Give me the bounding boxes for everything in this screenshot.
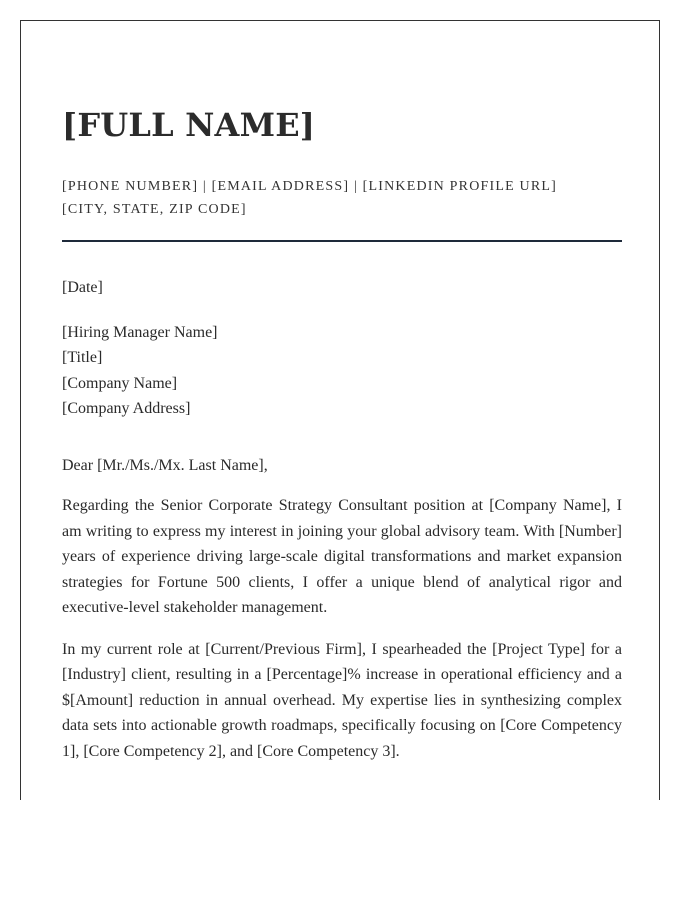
recipient-block	[62, 320, 622, 422]
body-paragraph-1: Regarding the Senior Corporate Strategy Consultant position at [Company Name], I am writing to express my interest in joining your global advisory team. With [Number] years of experience driving large-scale digital transformations and market expansion strategies for Fortune 500 clients, I offer a unique blend of analytical rigor and executive-level stakeholder management.	[62, 497, 622, 616]
contact-info	[62, 175, 622, 221]
salutation: Dear [Mr./Ms./Mx. Last Name],	[62, 456, 268, 474]
header-divider	[62, 240, 622, 242]
contact-line-1: [PHONE NUMBER] | [EMAIL ADDRESS] | [LINKEDIN PROFILE URL]	[62, 179, 558, 194]
body-paragraph-2: In my current role at [Current/Previous Firm], I spearheaded the [Project Type] for a [Industry] client, resulting in a [Percentage]% increase in operational efficiency and a $[Amount] reduction in annual overhead. My expertise lies in synthesizing complex data sets into actionable growth roadmaps, specifically focusing on [Core Competency 1], [Core Competency 2], and [Core Competency 3].	[62, 640, 622, 760]
letter-page	[20, 20, 660, 800]
letter-date: [Date]	[62, 279, 103, 296]
recipient-title: [Title]	[62, 349, 103, 366]
letter-content	[62, 105, 622, 780]
hiring-manager-name: [Hiring Manager Name]	[62, 323, 218, 341]
company-name: [Company Name]	[62, 374, 178, 392]
company-address: [Company Address]	[62, 400, 191, 417]
contact-line-2: [CITY, STATE, ZIP CODE]	[62, 202, 247, 217]
full-name-heading: [FULL NAME]	[62, 106, 316, 144]
